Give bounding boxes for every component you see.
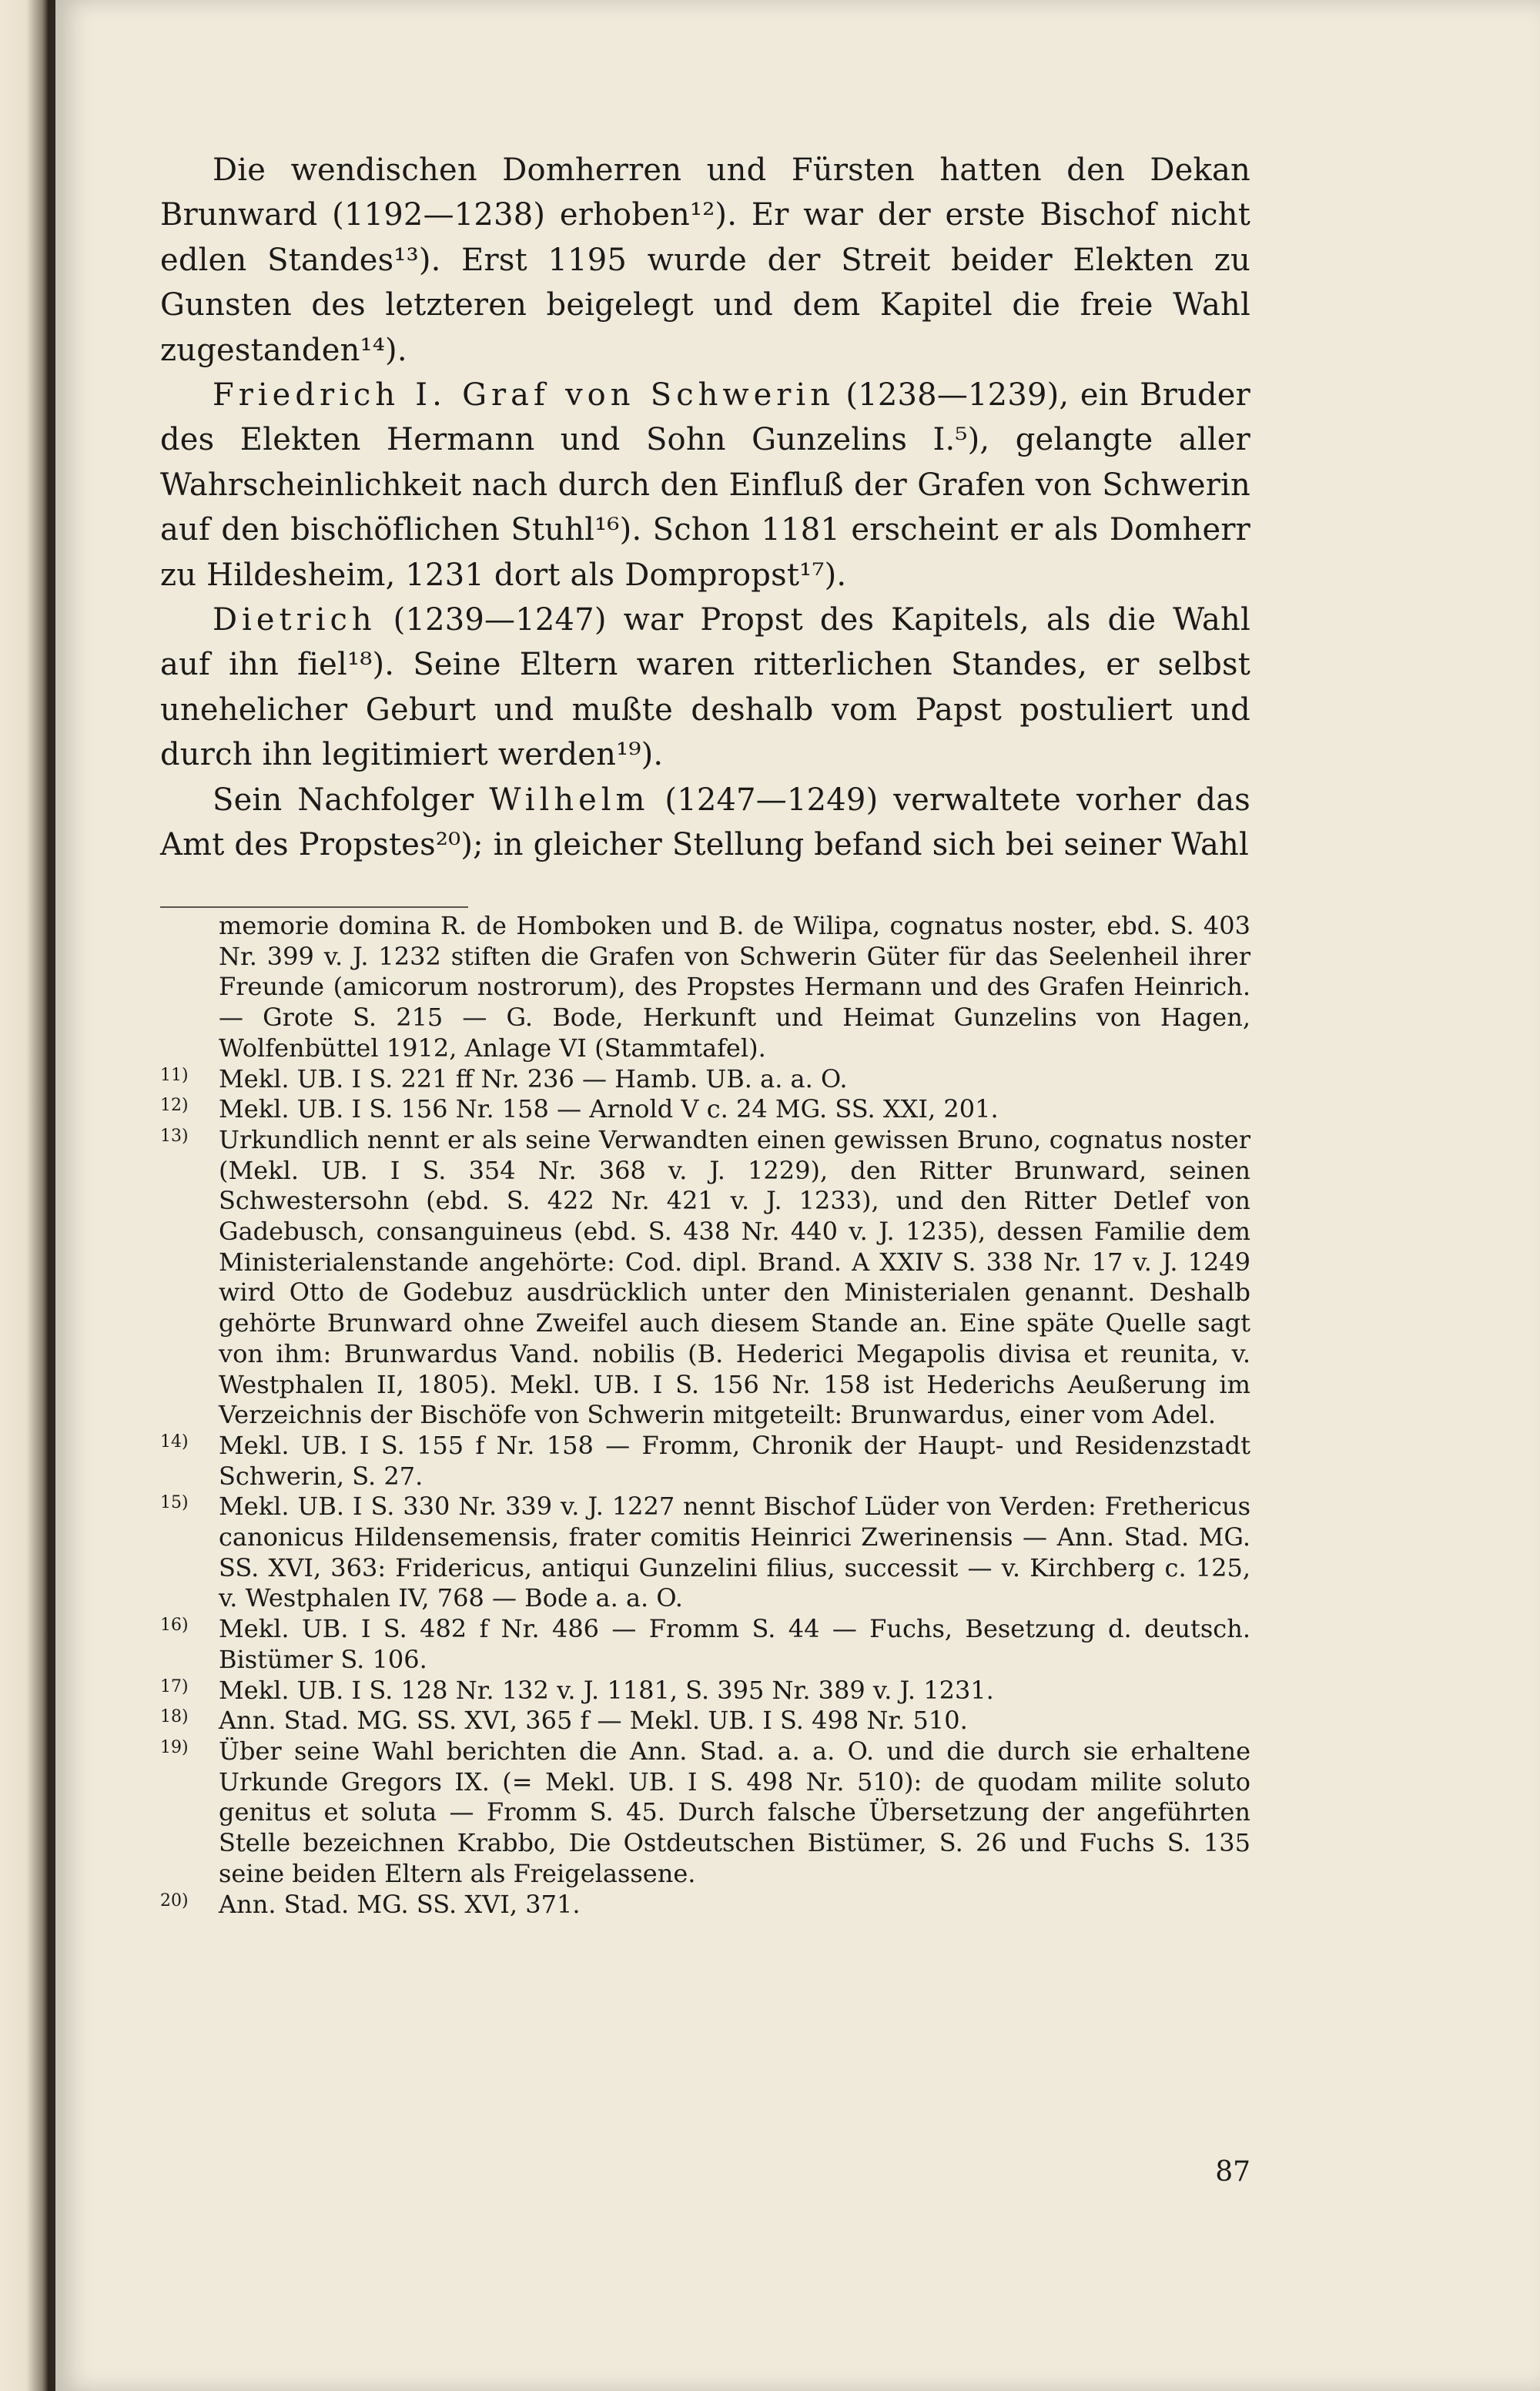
footnote-item bbox=[160, 1614, 1250, 1675]
footnote-item bbox=[160, 1676, 1250, 1706]
footnote-text: Mekl. UB. I S. 156 Nr. 158 — Arnold V c. 24 MG. SS. XXI, 201. bbox=[219, 1094, 999, 1124]
footnote-text: Ann. Stad. MG. SS. XVI, 371. bbox=[219, 1889, 581, 1919]
footnote-number: 17) bbox=[160, 1676, 189, 1696]
footnote-item bbox=[160, 1736, 1250, 1890]
footnote-text: Urkundlich nennt er als seine Verwandten einen gewissen Bruno, cognatus noster (Mekl. UB. I S. 354 Nr. 368 v. J. 1229), den Ritter Brunward, seinen Schwestersohn (ebd. S. 422 Nr. 421 v. J. 1233), und den Ritter Detlef von Gadebusch, consanguineus (ebd. S. 438 Nr. 440 v. J. 1235), dessen Familie dem Ministerialenstande angehörte: Cod. dipl. Brand. A XXIV S. 338 Nr. 17 v. J. 1249 wird Otto de Godebuz ausdrücklich unter den Ministerialen genannt. Deshalb gehörte Brunward ohne Zweifel auch diesem Stande an. Eine späte Quelle sagt von ihm: Brunwardus Vand. nobilis (B. Hederici Megapolis divisa et reunita, v. Westphalen II, 1805). Mekl. UB. I S. 156 Nr. 158 ist Hederichs Aeußerung im Verzeichnis der Bischöfe von Schwerin mitgeteilt: Brunwardus, einer vom Adel. bbox=[219, 1124, 1250, 1430]
footnote-separator bbox=[160, 906, 468, 908]
footnote-text: Mekl. UB. I S. 221 ff Nr. 236 — Hamb. UB. a. a. O. bbox=[219, 1063, 848, 1093]
footnotes bbox=[160, 911, 1250, 1920]
paragraph-text: Die wendischen Domherren und Fürsten hatten den Dekan Brunward (1192—1238) erhoben¹²). Er war der erste Bischof nicht edlen Standes¹³). Erst 1195 wurde der Streit beider Elekten zu Gunsten des letzteren beigelegt und dem Kapitel die freie Wahl zugestanden¹⁴). bbox=[160, 152, 1250, 368]
paragraph-text: (1247—1249) verwaltete vorher das Amt des Propstes²⁰); in gleicher Stellung befand sich bei seiner Wahl bbox=[160, 782, 1250, 863]
main-text bbox=[160, 148, 1250, 868]
footnote-item bbox=[160, 1492, 1250, 1614]
footnote-number: 11) bbox=[160, 1065, 189, 1085]
paragraph-text: (1238—1239), ein Bruder des Elekten Hermann und Sohn Gunzelins I.⁵), gelangte aller Wahrscheinlichkeit nach durch den Einfluß der Grafen von Schwerin auf den bischöflichen Stuhl¹⁶). Schon 1181 erscheint er als Domherr zu Hildesheim, 1231 dort als Dompropst¹⁷). bbox=[160, 377, 1250, 593]
footnote-item bbox=[160, 1431, 1250, 1492]
footnote-text: Mekl. UB. I S. 330 Nr. 339 v. J. 1227 nennt Bischof Lüder von Verden: Frethericus canonicus Hildensemensis, frater comitis Heinrici Zwerinensis — Ann. Stad. MG. SS. XVI, 363: Fridericus, antiqui Gunzelini filius, successit — v. Kirchberg c. 125, v. Westphalen IV, 768 — Bode a. a. O. bbox=[219, 1492, 1250, 1613]
footnote-item bbox=[160, 1094, 1250, 1125]
person-name: Dietrich bbox=[213, 602, 377, 638]
footnote-item bbox=[160, 1890, 1250, 1921]
paragraph-text: (1239—1247) war Propst des Kapitels, als die Wahl auf ihn fiel¹⁸). Seine Eltern waren ritterlichen Standes, er selbst unehelicher Geburt und mußte deshalb vom Papst postuliert und durch ihn legitimiert werden¹⁹). bbox=[160, 602, 1250, 773]
footnote-number: 14) bbox=[160, 1432, 189, 1452]
footnote-text: Mekl. UB. I S. 128 Nr. 132 v. J. 1181, S. 395 Nr. 389 v. J. 1231. bbox=[219, 1675, 994, 1705]
footnote-number: 15) bbox=[160, 1493, 189, 1513]
footnote-continuation: memorie domina R. de Homboken und B. de Wilipa, cognatus noster, ebd. S. 403 Nr. 399 v. J. 1232 stiften die Grafen von Schwerin Güter für das Seelenheil ihrer Freunde (amicorum nostrorum), des Propstes Hermann und des Grafen Heinrich. — Grote S. 215 — G. Bode, Herkunft und Heimat Gunzelins von Hagen, Wolfenbüttel 1912, Anlage VI (Stammtafel). bbox=[219, 911, 1250, 1063]
footnote-text: Über seine Wahl berichten die Ann. Stad. a. a. O. und die durch sie erhaltene Urkunde Gregors IX. (= Mekl. UB. I S. 498 Nr. 510): de quodam milite soluto genitus et soluta — Fromm S. 45. Durch falsche Übersetzung der angeführten Stelle bezeichnen Krabbo, Die Ostdeutschen Bistümer, S. 26 und Fuchs S. 135 seine beiden Eltern als Freigelassene. bbox=[219, 1736, 1250, 1888]
paragraph-wilhelm bbox=[160, 778, 1250, 868]
footnote-text: Ann. Stad. MG. SS. XVI, 365 f — Mekl. UB. I S. 498 Nr. 510. bbox=[219, 1706, 968, 1736]
paragraph-dietrich bbox=[160, 598, 1250, 778]
footnote-item bbox=[160, 1706, 1250, 1736]
footnote-number: 16) bbox=[160, 1616, 189, 1636]
paragraph-brunward bbox=[160, 148, 1250, 373]
footnote-number: 19) bbox=[160, 1737, 189, 1757]
footnote-item bbox=[160, 1064, 1250, 1095]
footnote-number: 18) bbox=[160, 1707, 189, 1727]
paragraph-text: Sein Nachfolger bbox=[213, 782, 490, 818]
footnote-number: 13) bbox=[160, 1126, 189, 1146]
person-name: Friedrich I. Graf von Schwerin bbox=[213, 377, 835, 414]
person-name: Wilhelm bbox=[489, 782, 650, 818]
footnote-text: Mekl. UB. I S. 482 f Nr. 486 — Fromm S. 44 — Fuchs, Besetzung d. deutsch. Bistümer S. 106. bbox=[219, 1614, 1250, 1674]
footnote-item bbox=[160, 1125, 1250, 1431]
footnote-text: Mekl. UB. I S. 155 f Nr. 158 — Fromm, Chronik der Haupt- und Residenzstadt Schwerin, S. 27. bbox=[219, 1430, 1250, 1491]
footnote-list bbox=[160, 1064, 1250, 1921]
footnote-number: 12) bbox=[160, 1096, 189, 1116]
footnote-number: 20) bbox=[160, 1890, 189, 1910]
adjacent-page-edge bbox=[0, 0, 48, 2391]
paragraph-friedrich bbox=[160, 373, 1250, 598]
page-number: 87 bbox=[1215, 2156, 1250, 2188]
